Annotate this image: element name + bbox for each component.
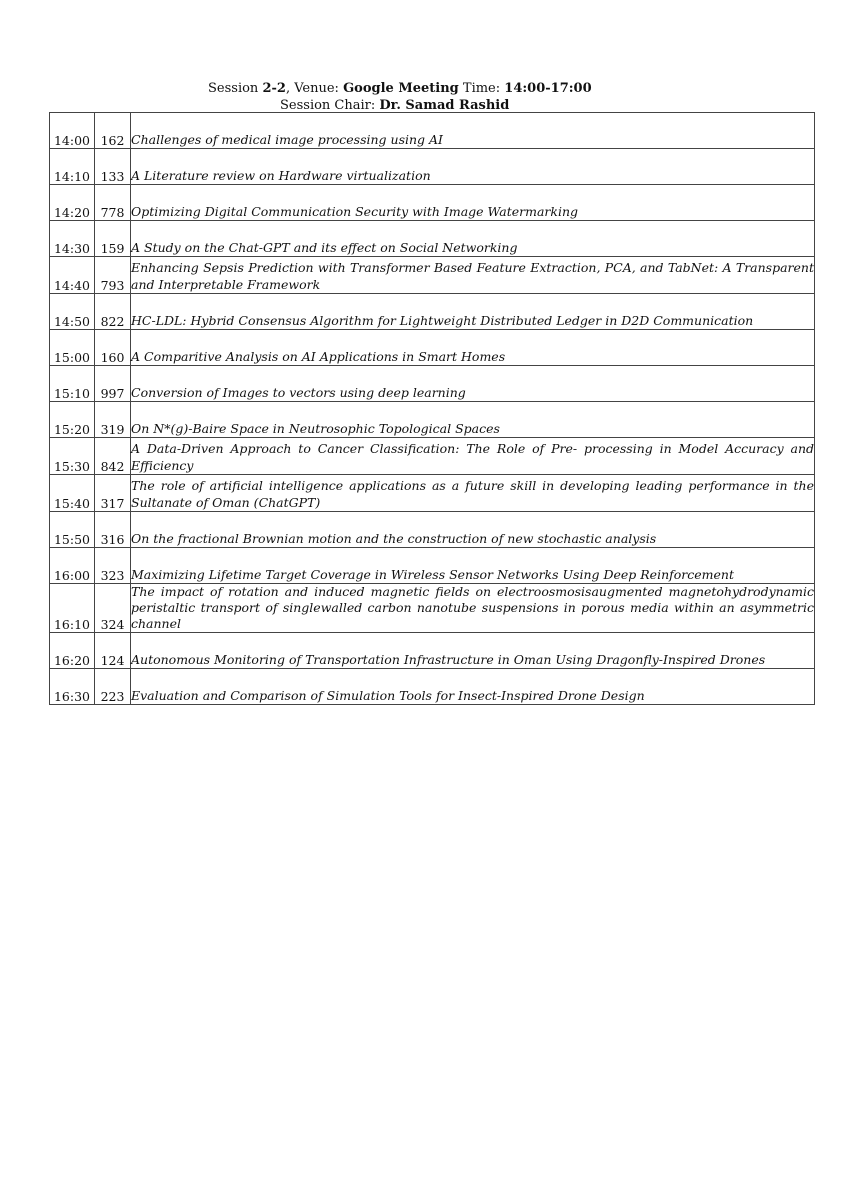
table-row [50,113,815,149]
paper-id: 317 [95,475,131,512]
paper-title: The impact of rotation and induced magnetic fields on electroosmosisaugmented magnetohydrodynamic peristaltic transport of singlewalled carbon nanotube suspensions in porous media within an asymmetric channel [131,584,814,631]
paper-title: Autonomous Monitoring of Transportation Infrastructure in Oman Using Dragonfly-Inspired Drones [131,633,815,669]
table-row [50,257,815,294]
paper-id: 778 [95,185,131,221]
table-row [50,221,815,257]
table-row [50,475,815,512]
paper-id: 316 [95,512,131,548]
table-row [50,294,815,330]
slot-time: 14:10 [50,149,95,185]
slot-time: 16:20 [50,633,95,669]
table-row [50,438,815,475]
paper-title: Conversion of Images to vectors using deep learning [131,366,815,402]
paper-title: A Data-Driven Approach to Cancer Classification: The Role of Pre- processing in Model Accuracy and Efficiency [131,438,815,475]
venue-label: , Venue: [285,81,339,96]
schedule-table [49,112,815,705]
slot-time: 16:10 [50,584,95,633]
slot-time: 14:00 [50,113,95,149]
slot-time: 14:30 [50,221,95,257]
paper-id: 162 [95,113,131,149]
slot-time: 14:40 [50,257,95,294]
paper-id: 842 [95,438,131,475]
paper-title: Maximizing Lifetime Target Coverage in Wireless Sensor Networks Using Deep Reinforcement [131,548,815,584]
table-row [50,366,815,402]
table-row [50,584,815,633]
table-row [50,330,815,366]
chair-name: Dr. Samad Rashid [379,98,510,113]
paper-id: 323 [95,548,131,584]
paper-title: Evaluation and Comparison of Simulation Tools for Insect-Inspired Drone Design [131,669,815,705]
paper-title: The role of artificial intelligence applications as a future skill in developing leading performance in the Sultanate of Oman (ChatGPT) [131,475,815,512]
slot-time: 16:30 [50,669,95,705]
slot-time: 16:00 [50,548,95,584]
session-time: 14:00-17:00 [504,81,592,96]
paper-id: 159 [95,221,131,257]
paper-title: A Literature review on Hardware virtualization [131,149,815,185]
table-row [50,149,815,185]
paper-id: 793 [95,257,131,294]
paper-id: 223 [95,669,131,705]
paper-title: A Study on the Chat-GPT and its effect on Social Networking [131,221,815,257]
paper-title: HC-LDL: Hybrid Consensus Algorithm for Lightweight Distributed Ledger in D2D Communication [131,294,815,330]
paper-id: 124 [95,633,131,669]
slot-time: 15:40 [50,475,95,512]
paper-title: On the fractional Brownian motion and the construction of new stochastic analysis [131,512,815,548]
paper-title: On N*(g)-Baire Space in Neutrosophic Topological Spaces [131,402,815,438]
paper-id: 997 [95,366,131,402]
slot-time: 15:20 [50,402,95,438]
venue-name: Google Meeting [343,81,459,96]
slot-time: 14:20 [50,185,95,221]
slot-time: 15:10 [50,366,95,402]
table-row [50,548,815,584]
schedule-body [50,113,815,705]
table-row [50,669,815,705]
table-row [50,512,815,548]
session-number: 2-2 [262,81,286,96]
session-label: Session [208,81,259,96]
paper-id: 319 [95,402,131,438]
chair-label: Session Chair: [280,98,376,113]
paper-id: 822 [95,294,131,330]
table-row [50,633,815,669]
paper-title: Optimizing Digital Communication Security with Image Watermarking [131,185,815,221]
paper-title: Enhancing Sepsis Prediction with Transformer Based Feature Extraction, PCA, and TabNet: A Transparent and Interpretable Framework [131,257,815,294]
slot-time: 15:00 [50,330,95,366]
table-row [50,185,815,221]
slot-time: 15:50 [50,512,95,548]
paper-id: 160 [95,330,131,366]
table-row [50,402,815,438]
paper-id: 133 [95,149,131,185]
time-label: Time: [462,81,501,96]
paper-title: A Comparitive Analysis on AI Applications in Smart Homes [131,330,815,366]
session-info-line [208,80,592,97]
slot-time: 15:30 [50,438,95,475]
paper-id: 324 [95,584,131,633]
paper-title: Challenges of medical image processing using AI [131,113,815,149]
slot-time: 14:50 [50,294,95,330]
